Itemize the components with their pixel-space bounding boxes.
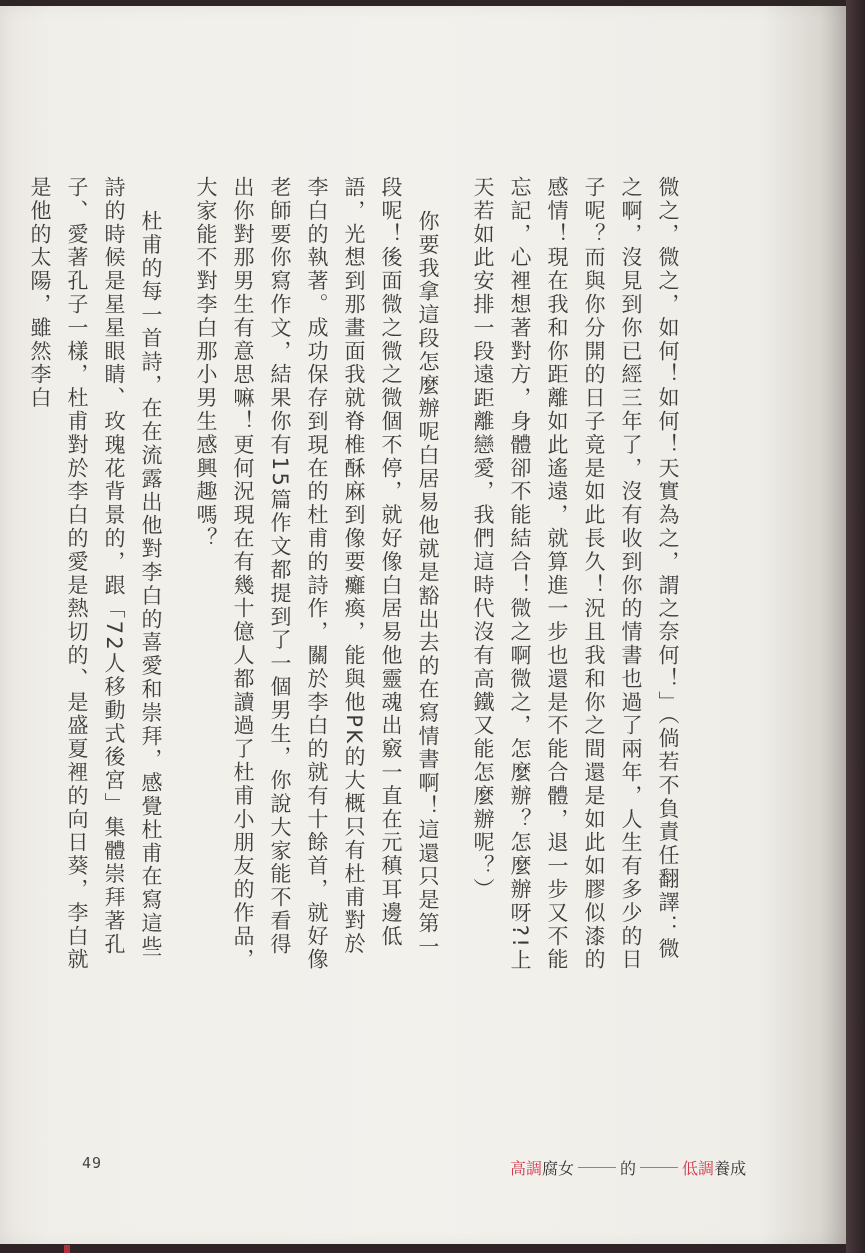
footer-title-part4: 養成 — [714, 1159, 747, 1178]
paragraph-du-fu: 杜甫的每一首詩，在在流露出他對李白的喜愛和崇拜，感覺杜甫在寫這些詩的時候是星星眼睛、玫瑰花背景的，跟「72人移動式後宮」集體崇拜著孔子、愛著孔子一樣，杜甫對於李白的愛是熱切的、是盛夏裡的向日葵，李白就是他的太陽，雖然李白 — [28, 176, 163, 972]
footer-title-part1: 高調 — [510, 1159, 543, 1178]
vertical-body-text — [28, 176, 686, 976]
page-number: 49 — [82, 1154, 103, 1172]
footer-title-part3: 低調 — [682, 1159, 715, 1178]
footer-dash-right — [640, 1167, 678, 1168]
paragraph-quote: 微之，微之，如何！如何！天實為之，謂之奈何！」（倘若不負責任翻譯：微之啊，沒見到你已經三年了，沒有收到你的情書也過了兩年，人生有多少的日子呢？而與你分開的日子竟是如此長久！況且我和你之間還是如此如膠似漆的感情！現在我和你距離如此遙遠，就算進一步也還是不能合體，退一步又不能忘記，心裡想著對方，身體卻不能結合！微之啊微之，怎麼辦？怎麼辦呀?!上天若如此安排一段遠距離戀愛，我們這時代沒有高鐵又能怎麼辦呢？） — [471, 176, 680, 973]
footer-title-part2: 腐女 — [542, 1159, 575, 1178]
footer-connector: 的 — [620, 1159, 637, 1178]
ribbon-mark — [64, 1245, 70, 1253]
running-footer-book-title — [510, 1156, 746, 1179]
footer-dash-left — [578, 1167, 616, 1168]
paragraph-bai-juyi: 你要我拿這段怎麼辦呢白居易他就是豁出去的在寫情書啊！這還只是第一段呢！後面微之微之微個不停，就好像白居易他靈魂出竅一直在元稹耳邊低語，光想到那畫面我就脊椎酥麻到像要癱瘓，能與他PK的大概只有杜甫對於李白的執著。成功保存到現在的杜甫的詩作，關於李白的就有十餘首，就好像老師要你寫作文，結果你有15篇作文都提到了一個男生，你說大家能不看得出你對那男生有意思嘛！更何況現在有幾十億人都讀過了杜甫小朋友的作品，大家能不對李白那小男生感興趣嗎？ — [194, 176, 440, 972]
paper-page — [0, 6, 846, 1244]
book-spine-edge — [846, 0, 865, 1253]
